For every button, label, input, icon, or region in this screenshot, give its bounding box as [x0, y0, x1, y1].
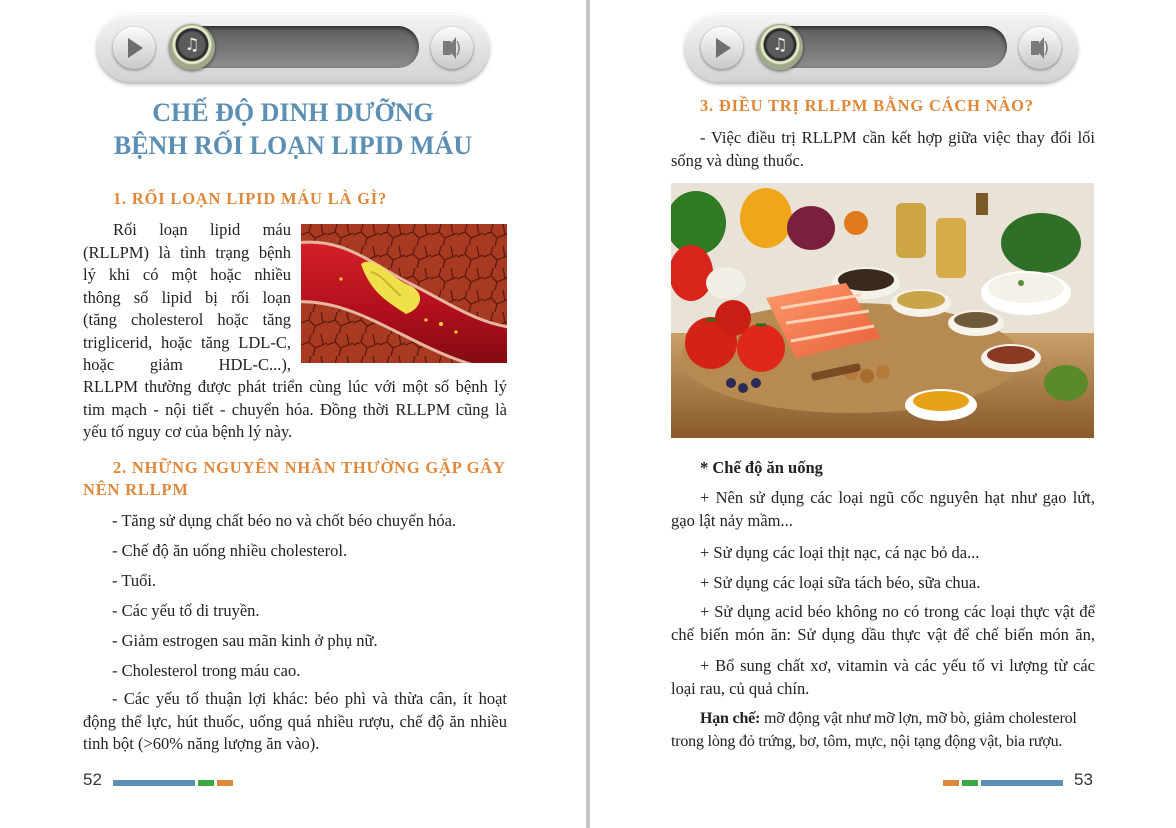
text-line: - Việc điều trị RLLPM cần kết hợp giữa việc thay đổi lối	[700, 128, 1095, 147]
footer-bar-orange	[217, 780, 233, 786]
cause-item: - Các yếu tố di truyền.	[112, 601, 260, 620]
section3-intro	[671, 127, 1095, 172]
text-line: yếu tố nguy cơ của bệnh lý này.	[83, 422, 293, 441]
cause-item: - Giảm estrogen sau mãn kinh ở phụ nữ.	[112, 631, 378, 650]
footer-bar-green	[198, 780, 214, 786]
text-line: - Các yếu tố thuận lợi khác: béo phì và thừa cân, ít hoạt	[112, 689, 507, 708]
text-line: loại rau, củ quả chín.	[671, 678, 810, 698]
progress-knob[interactable]	[169, 24, 215, 70]
cause-item: - Tăng sử dụng chất béo no và chốt béo chuyển hóa.	[112, 511, 457, 530]
page-number: 53	[1074, 770, 1093, 789]
left-page	[0, 0, 586, 828]
text-line: + Bổ sung chất xơ, vitamin và các yếu tố vi lượng từ các	[700, 656, 1095, 675]
page-number: 52	[83, 770, 102, 789]
footer-bar-green	[962, 780, 978, 786]
text-line: RLLPM thường được phát triển cùng lúc với một số bệnh lý	[83, 377, 507, 396]
text-line	[671, 708, 1095, 731]
audio-progress-track[interactable]	[757, 26, 1007, 68]
music-note-icon: ♫	[772, 35, 788, 55]
play-button[interactable]	[701, 27, 743, 69]
volume-wave-icon: )	[455, 38, 462, 57]
diet-paragraph: + Sử dụng các loại thịt nạc, cá nạc bỏ da...	[700, 543, 980, 562]
volume-button[interactable]	[431, 27, 473, 69]
section2-heading	[83, 457, 523, 501]
text-line: động thể lực, hút thuốc, uống quá nhiều rượu, chế độ ăn nhiều	[83, 711, 507, 731]
healthy-food-image	[671, 183, 1094, 438]
section1-wrap-text	[83, 219, 291, 377]
heading-line: NÊN RLLPM	[83, 480, 189, 499]
text-line: (RLLPM) là tình trạng bệnh	[83, 242, 291, 262]
audio-player	[97, 14, 489, 82]
section1-full-text	[83, 376, 507, 444]
section3-heading: 3. ĐIỀU TRỊ RLLPM BẰNG CÁCH NÀO?	[700, 96, 1034, 115]
volume-icon	[443, 41, 451, 55]
progress-knob[interactable]	[757, 24, 803, 70]
limit-paragraph	[671, 708, 1095, 753]
text-line: tim mạch - nội tiết - chuyển hóa. Đồng thời RLLPM cũng là	[83, 399, 507, 419]
diet-heading: * Chế độ ăn uống	[700, 458, 823, 477]
page-title-line2: BỆNH RỐI LOẠN LIPID MÁU	[113, 131, 473, 160]
footer-bar-blue	[981, 780, 1063, 786]
diet-paragraph: + Sử dụng các loại sữa tách béo, sữa chua.	[700, 573, 981, 592]
play-icon	[128, 38, 143, 58]
diet-paragraph	[671, 487, 1095, 532]
volume-icon	[1031, 41, 1039, 55]
text-line: chế biến món ăn: Sử dụng dầu thực vật để chế biến món ăn,	[671, 624, 1095, 644]
footer-bar-blue	[113, 780, 195, 786]
limit-text: mỡ động vật như mỡ lợn, mỡ bò, giảm cholesterol	[760, 710, 1077, 727]
cause-item: - Tuổi.	[112, 571, 157, 590]
cause-item: - Cholesterol trong máu cao.	[112, 661, 301, 680]
text-line: tinh bột (>60% năng lượng ăn vào).	[83, 734, 320, 753]
cause-item: - Chế độ ăn uống nhiều cholesterol.	[112, 541, 348, 560]
diet-paragraph	[671, 601, 1095, 646]
artery-plaque-image	[301, 224, 507, 363]
footer-bar-orange	[943, 780, 959, 786]
text-line: gạo lật nảy mầm...	[671, 510, 793, 530]
text-line: + Nên sử dụng các loại ngũ cốc nguyên hạt như gạo lứt,	[700, 488, 1095, 507]
section1-heading: 1. RỐI LOẠN LIPID MÁU LÀ GÌ?	[113, 189, 388, 208]
page-title-line1: CHẾ ĐỘ DINH DƯỠNG	[152, 98, 434, 127]
limit-label: Hạn chế:	[700, 710, 761, 727]
play-button[interactable]	[113, 27, 155, 69]
audio-player	[685, 14, 1077, 82]
text-line: sống và dùng thuốc.	[671, 150, 804, 170]
text-line: Rối loạn lipid máu	[113, 220, 291, 239]
text-line: (tăng cholesterol hoặc tăng	[83, 310, 291, 329]
text-line: lý khi có một hoặc nhiều	[83, 265, 291, 284]
text-line: triglicerid, hoặc tăng LDL-C,	[83, 332, 291, 352]
volume-button[interactable]	[1019, 27, 1061, 69]
volume-wave-icon: )	[1043, 38, 1050, 57]
text-line: trong lòng đỏ trứng, bơ, tôm, mực, nội tạng động vật, bia rượu.	[671, 732, 1063, 750]
text-line: + Sử dụng acid béo không no có trong các loại thực vật để	[700, 602, 1095, 621]
audio-progress-track[interactable]	[169, 26, 419, 68]
text-line: hoặc giảm HDL-C...),	[83, 355, 291, 374]
cause-item-last	[83, 688, 507, 756]
heading-line: 2. NHỮNG NGUYÊN NHÂN THƯỜNG GẶP GÂY	[113, 458, 506, 477]
music-note-icon: ♫	[184, 35, 200, 55]
diet-paragraph	[671, 655, 1095, 700]
right-page	[590, 0, 1176, 828]
text-line: thông số lipid bị rối loạn	[83, 287, 291, 307]
play-icon	[716, 38, 731, 58]
